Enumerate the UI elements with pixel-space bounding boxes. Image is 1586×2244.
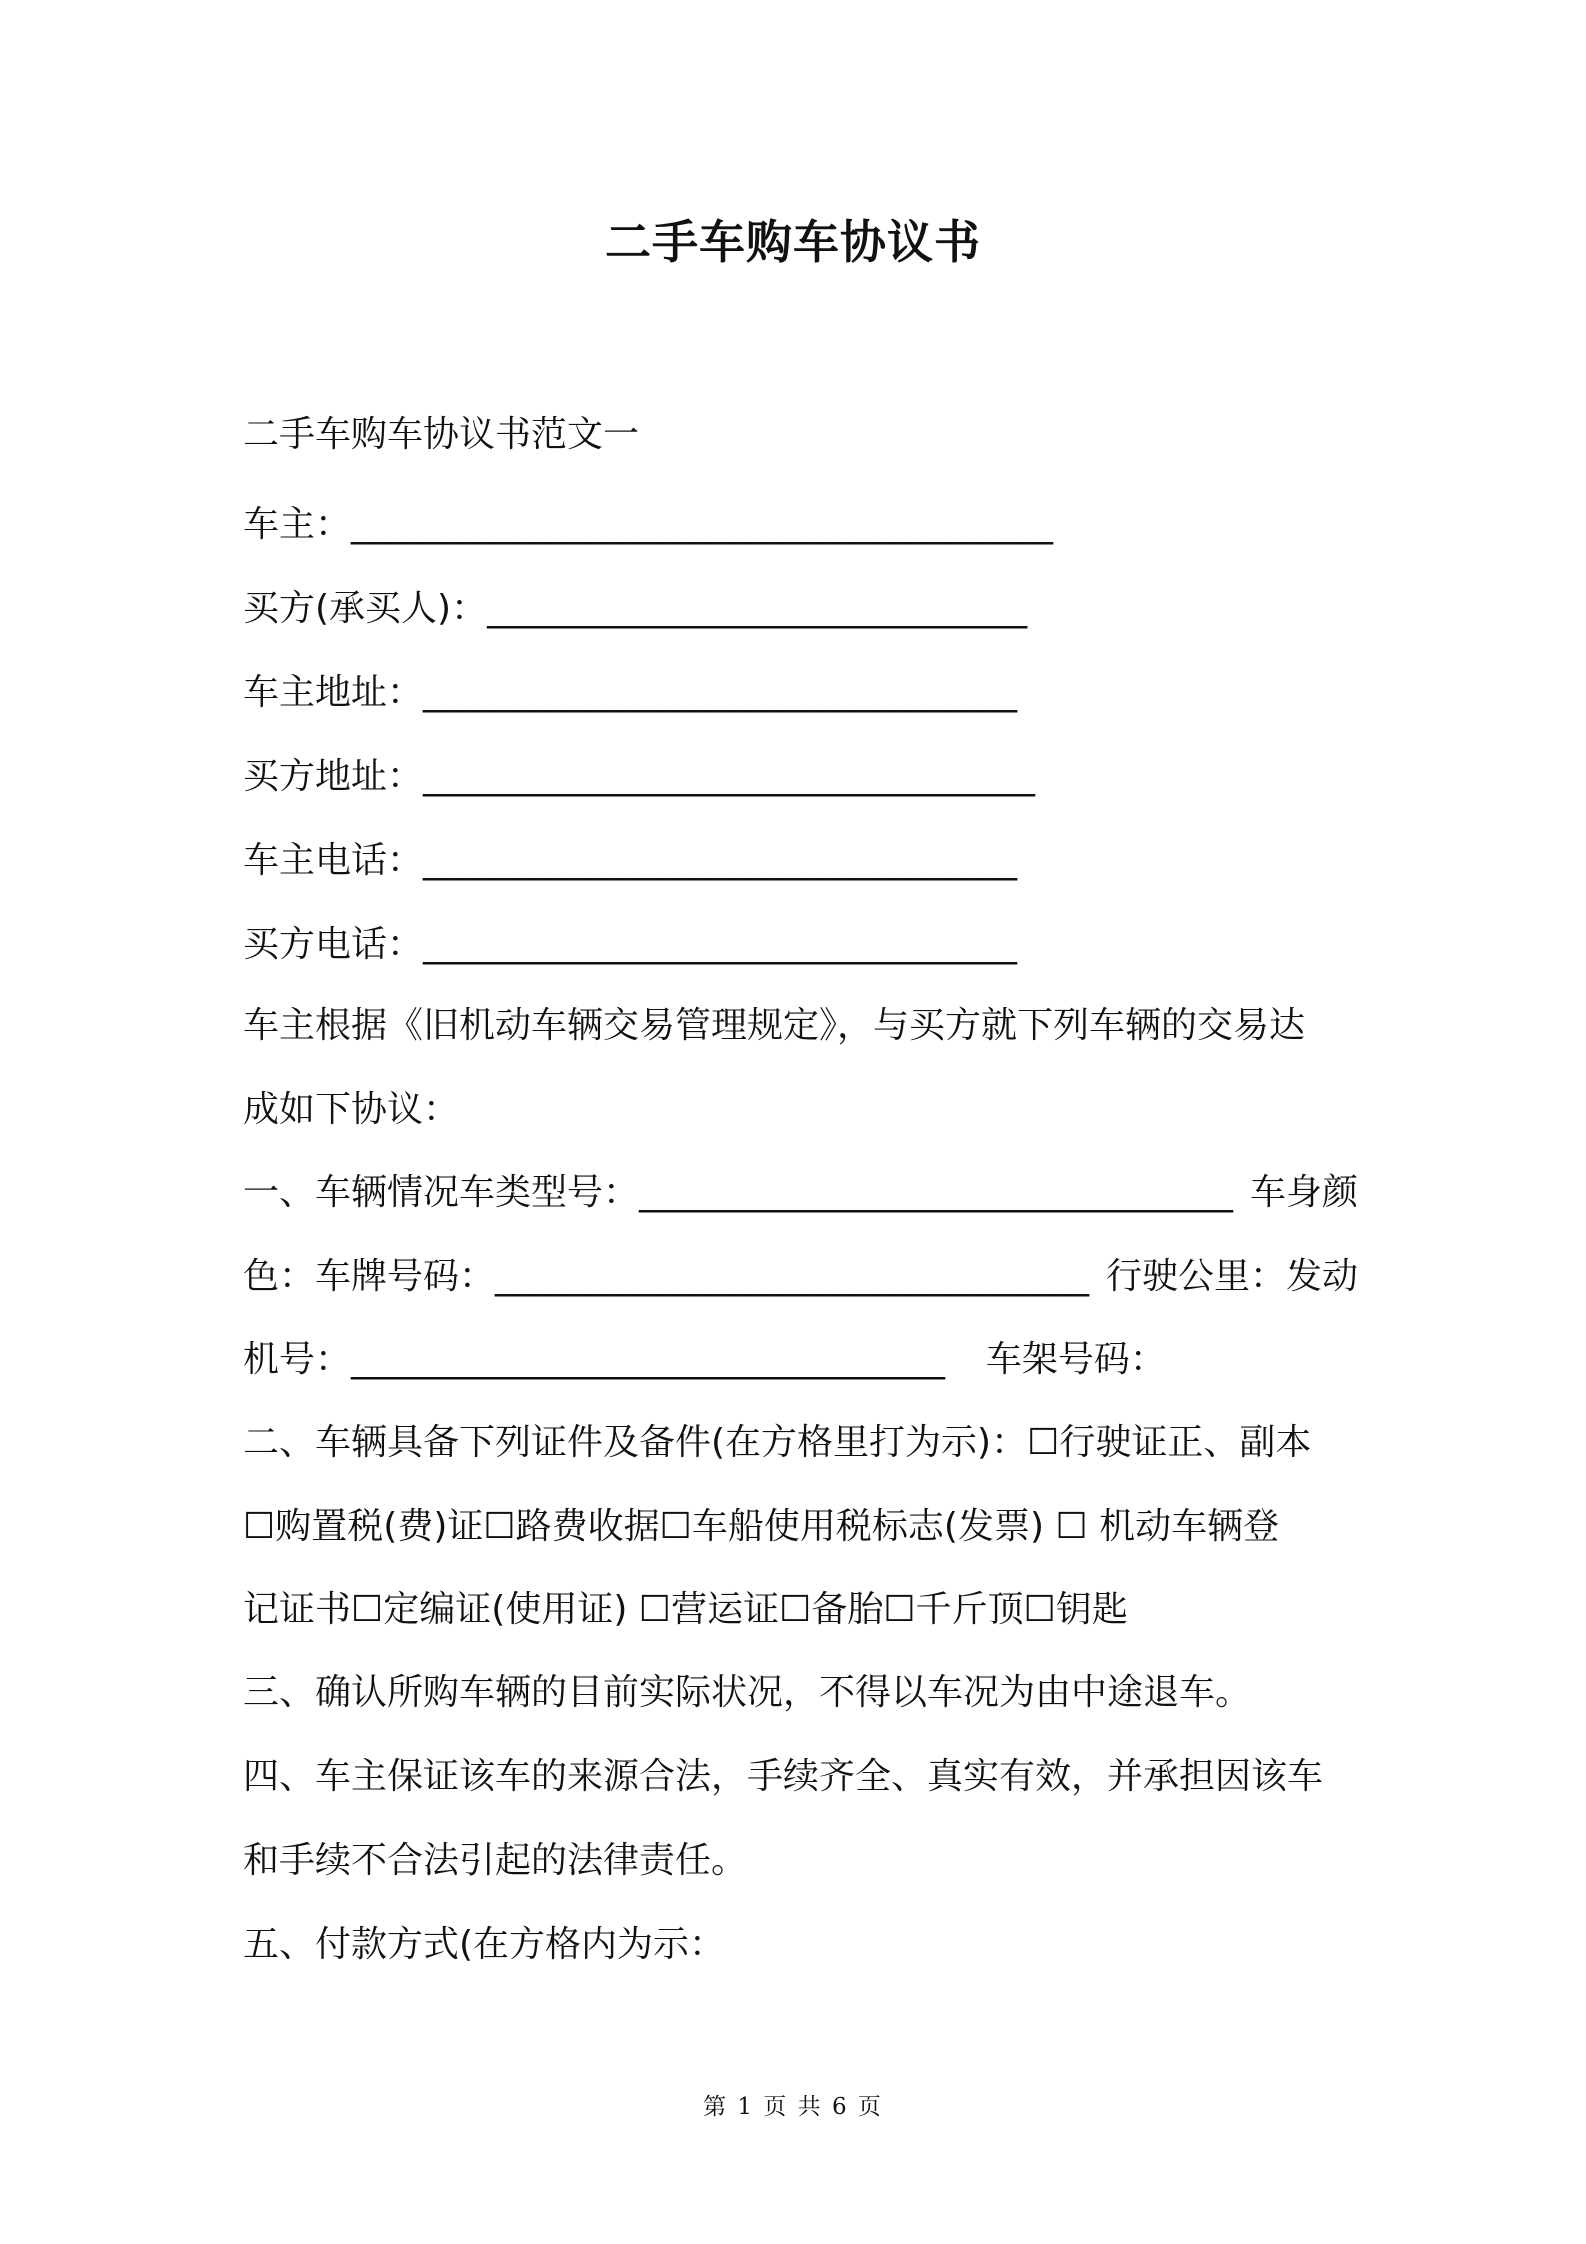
field-buyer: 买方(承买人)：______________________________ <box>243 588 1028 629</box>
field-buyer-address: 买方地址：__________________________________ <box>243 756 1036 797</box>
vehicle-color-label: 车身颜 <box>1249 1172 1358 1213</box>
document-title: 二手车购车协议书 <box>605 215 981 269</box>
frame-number-label: 车架号码： <box>985 1339 1166 1380</box>
field-owner-phone: 车主电话：_________________________________ <box>243 840 1018 881</box>
section-1-line-2 <box>243 1252 1358 1302</box>
section-3: 三、确认所购车辆的目前实际状况，不得以车况为由中途退车。 <box>243 1672 1252 1713</box>
plate-number-field: 色：车牌号码：_________________________________ <box>243 1256 1090 1297</box>
field-owner-address: 车主地址：_________________________________ <box>243 672 1018 713</box>
page-number: 第 1 页 共 6 页 <box>703 2094 883 2120</box>
section-5: 五、付款方式(在方格内为示： <box>243 1924 726 1965</box>
engine-number-field: 机号：_________________________________ <box>243 1339 946 1380</box>
field-buyer-phone: 买方电话：_________________________________ <box>243 924 1018 965</box>
section-1-line-3 <box>243 1335 1358 1385</box>
section-2-line-2: ☐购置税(费)证☐路费收据☐车船使用税标志(发票) ☐ 机动车辆登 <box>243 1506 1280 1547</box>
section-4-line-1: 四、车主保证该车的来源合法，手续齐全、真实有效，并承担因该车 <box>243 1756 1324 1797</box>
intro-line-2: 成如下协议： <box>243 1089 460 1130</box>
field-owner: 车主：_______________________________________ <box>243 504 1054 545</box>
document-subtitle: 二手车购车协议书范文一 <box>243 414 640 455</box>
section-1-line-1 <box>243 1168 1358 1218</box>
vehicle-model-field: 一、车辆情况车类型号：_________________________________ <box>243 1172 1234 1213</box>
section-4-line-2: 和手续不合法引起的法律责任。 <box>243 1840 748 1881</box>
section-2-line-1: 二、车辆具备下列证件及备件(在方格里打为示)：☐行驶证正、副本 <box>243 1422 1312 1463</box>
mileage-label: 行驶公里：发动 <box>1105 1256 1358 1297</box>
intro-line-1: 车主根据《旧机动车辆交易管理规定》，与买方就下列车辆的交易达 <box>243 1005 1306 1046</box>
section-2-line-3: 记证书☐定编证(使用证) ☐营运证☐备胎☐千斤顶☐钥匙 <box>243 1589 1128 1630</box>
